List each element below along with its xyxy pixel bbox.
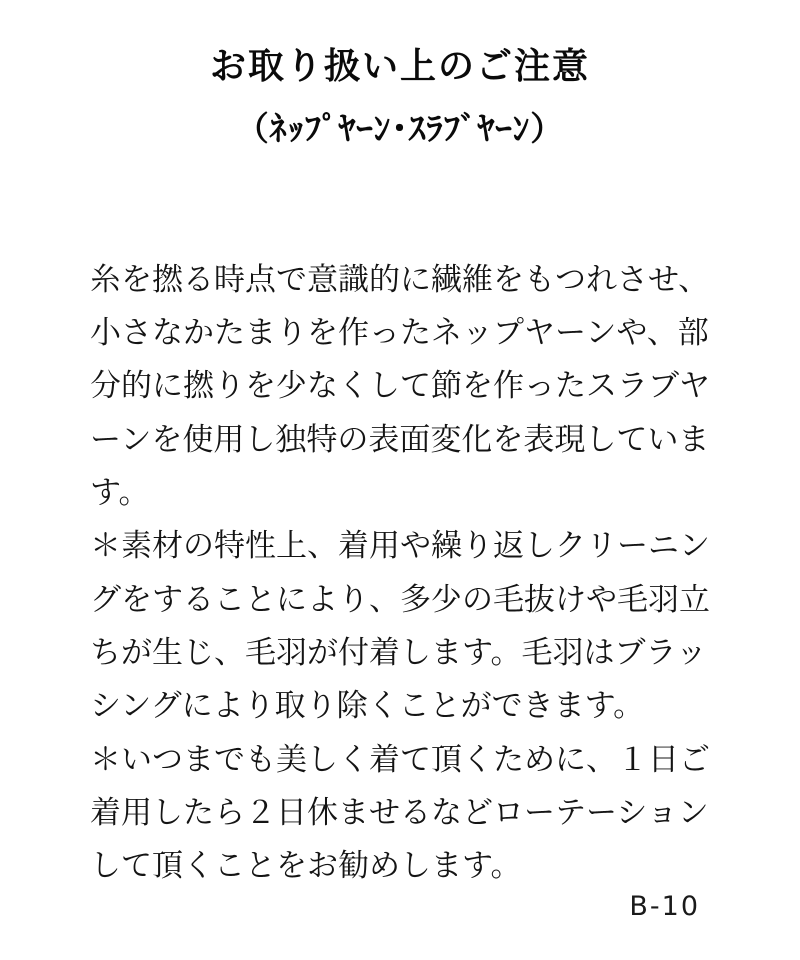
page-subtitle: （ﾈｯﾌﾟﾔｰﾝ･ｽﾗﾌﾞﾔｰﾝ） [235, 110, 565, 148]
page-title: お取り扱い上のご注意 [209, 45, 590, 86]
paragraph-yarn-description: 糸を撚る時点で意識的に繊維をもつれさせ、小さなかたまりを作ったネップヤーンや、部分的に撚りを少なくして節を作ったスラブヤーンを使用し独特の表面変化を表現しています。 [90, 261, 710, 511]
instruction-text-block [0, 253, 800, 893]
paragraph-pilling-note: ＊素材の特性上、着用や繰り返しクリーニングをすることにより、多少の毛抜けや毛羽立ちが生じ、毛羽が付着します。毛羽はブラッシングにより取り除くことができます。 [90, 528, 710, 724]
document-header [0, 0, 800, 149]
paragraph-rotation-advice: ＊いつまでも美しく着て頂くために、１日ご着用したら２日休ませるなどローテーションして頂くことをお勧めします。 [90, 741, 710, 884]
page-number: B-10 [629, 891, 700, 922]
